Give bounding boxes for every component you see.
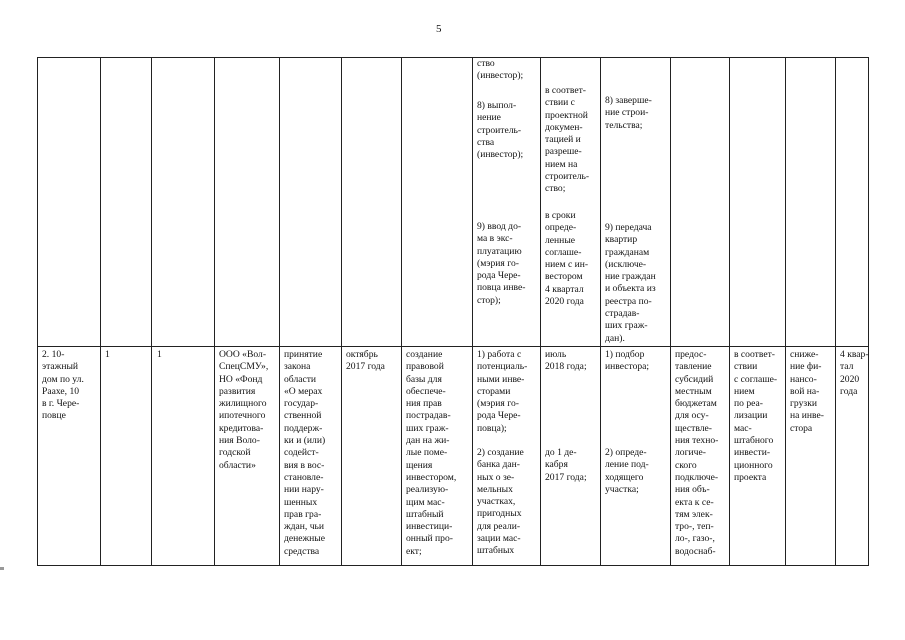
support-measure: предос- тавление субсидий местным бюджетам для осу- ществле- ния техно- логиче- ского подключе- ния объ- екта к се- тям элек- тро-, теп- ло-, газо-, водоснаб- xyxy=(675,349,719,557)
construction-stage-text: ство (инвестор); xyxy=(477,58,524,82)
scan-edge-mark xyxy=(0,567,4,570)
page-number: 5 xyxy=(436,23,442,35)
deadline: 4 квар- тал 2020 года xyxy=(840,349,869,397)
action-1: 1) подбор инвестора; xyxy=(605,349,650,373)
step-1-date: июль 2018 года; xyxy=(545,349,587,373)
completion-stage-8: 8) заверше- ние строи- тельства; xyxy=(605,95,652,131)
support-basis: в соответ- ствии с соглаше- нием по реа- лизации мас- штабного инвести- ционного проекта xyxy=(734,349,778,483)
measures-table xyxy=(37,57,868,565)
expected-effect: сниже- ние фи- нансо- вой на- грузки на инве- стора xyxy=(790,349,824,434)
executor-text: ООО «Вол- СпецСМУ», НО «Фонд развития жилищного ипотечного кредитова- ния Воло- годской области» xyxy=(219,349,269,471)
step-2-date: до 1 де- кабря 2017 года; xyxy=(545,447,587,483)
construction-stage-8: 8) выпол- нение строитель- ства (инвестор); xyxy=(477,100,524,161)
count-col-2: 1 xyxy=(105,349,110,360)
construction-term-a: в соответ- ствии с проектной докумен- тацией и разреше- нием на строитель- ство; xyxy=(545,85,590,195)
step-2: 2) создание банка дан- ных о зе- мельных участках, пригодных для реали- зации мас- штабных xyxy=(477,447,524,557)
object-name: 2. 10- этажный дом по ул. Раахе, 10 в г. Чере- повце xyxy=(42,349,84,422)
measure-text: принятие закона области «О мерах государ- ственной поддерж- ки и (или) содейст- вия в вос- становле- нии нару- шенных прав гра- ждан, чьи денежные средства xyxy=(284,349,326,557)
expected-result: создание правовой базы для обеспече- ния прав пострадав- ших граж- дан на жи- лые поме- щения инвестором, реализую- щим мас- штабный инвестици- онный про- ект; xyxy=(406,349,457,557)
completion-stage-9: 9) передача квартир гражданам (исключе- ние граждан и объекта из реестра по- страдав- ших граж- дан). xyxy=(605,222,656,344)
count-col-3: 1 xyxy=(157,349,162,360)
action-2: 2) опреде- ление под- ходящего участка; xyxy=(605,447,649,495)
measure-term: октябрь 2017 года xyxy=(346,349,385,373)
construction-stage-9: 9) ввод до- ма в экс- плуатацию (мэрия го- рода Чере- повца инве- стор); xyxy=(477,221,526,306)
construction-term-b: в сроки опреде- ленные соглаше- нием с ин- вестором 4 квартал 2020 года xyxy=(545,210,589,308)
step-1: 1) работа с потенциаль- ными инве- сторами (мэрия го- рода Чере- повца); xyxy=(477,349,528,434)
